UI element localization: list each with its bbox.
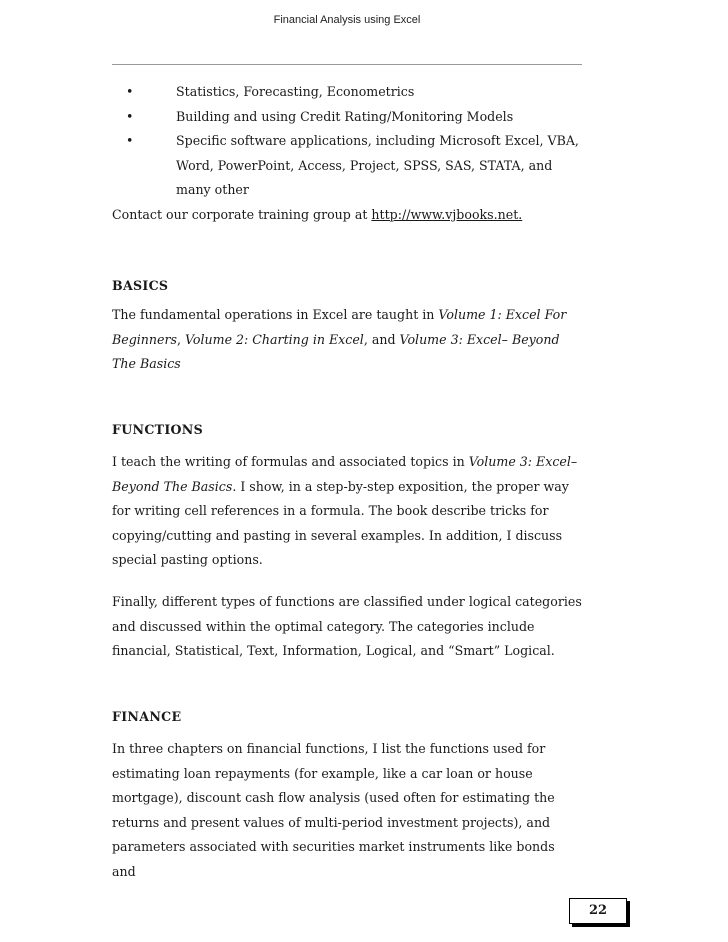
basics-text: The fundamental operations in Excel are taught in: [112, 307, 439, 322]
volume3-title: Volume 3: Excel–Beyond The Basics: [112, 454, 578, 494]
header-rule: [112, 64, 582, 65]
section-heading-functions: FUNCTIONS: [112, 422, 203, 437]
bullet-icon: •: [126, 84, 134, 99]
vjbooks-link[interactable]: http://www.vjbooks.net.: [371, 207, 523, 222]
volume2-title: Volume 2: Charting in Excel: [184, 331, 364, 347]
basics-sep: , and: [363, 331, 400, 347]
list-item: [112, 80, 582, 105]
finance-paragraph: In three chapters on financial functions, I list the functions used for estimating loan repayments (for example, like a car loan or house mortgage), discount cash flow analysis (used often for estimating the returns and present values of multi-period investment projects), and parameters associated with securities market instruments like bonds and: [112, 741, 555, 879]
bullet-list: [112, 80, 582, 203]
list-item: [112, 129, 582, 203]
bullet-text: Statistics, Forecasting, Econometrics: [176, 84, 415, 99]
bullet-text: Word, PowerPoint, Access, Project, SPSS, SAS, STATA, and: [176, 157, 553, 173]
volume1-title: Volume 1: Excel For Beginners: [112, 307, 567, 347]
basics-sep: ,: [176, 331, 185, 347]
bullet-text: Building and using Credit Rating/Monitoring Models: [176, 108, 514, 124]
section-heading-basics: BASICS: [112, 278, 169, 293]
bullet-icon: •: [126, 133, 134, 148]
contact-text: Contact our corporate training group at: [112, 207, 372, 222]
basics-paragraph: [112, 303, 582, 377]
bullet-icon: •: [126, 108, 134, 124]
functions-text: . I show, in a step-by-step exposition, the proper way for writing cell references in a formula. The book describe tricks for copying/cutting and pasting in several examples. In addition, I discuss special pasting options.: [112, 478, 569, 567]
bullet-text: many other: [176, 182, 249, 197]
section-heading-finance: FINANCE: [112, 709, 182, 724]
functions-paragraph-1: [112, 450, 582, 573]
page-header: Financial Analysis using Excel: [273, 14, 421, 26]
functions-paragraph-2: Finally, different types of functions are classified under logical categories and discussed within the optimal category. The categories include financial, Statistical, Text, Information, Logical, and “Smart” Logical.: [112, 594, 582, 658]
page-number: 22: [569, 898, 627, 924]
contact-paragraph: [112, 203, 582, 228]
bullet-text: Specific software applications, including Microsoft Excel, VBA,: [176, 133, 579, 148]
list-item: [112, 105, 582, 130]
functions-text: I teach the writing of formulas and associated topics in: [112, 454, 469, 469]
volume3-title: Volume 3: Excel– Beyond The Basics: [112, 331, 560, 371]
